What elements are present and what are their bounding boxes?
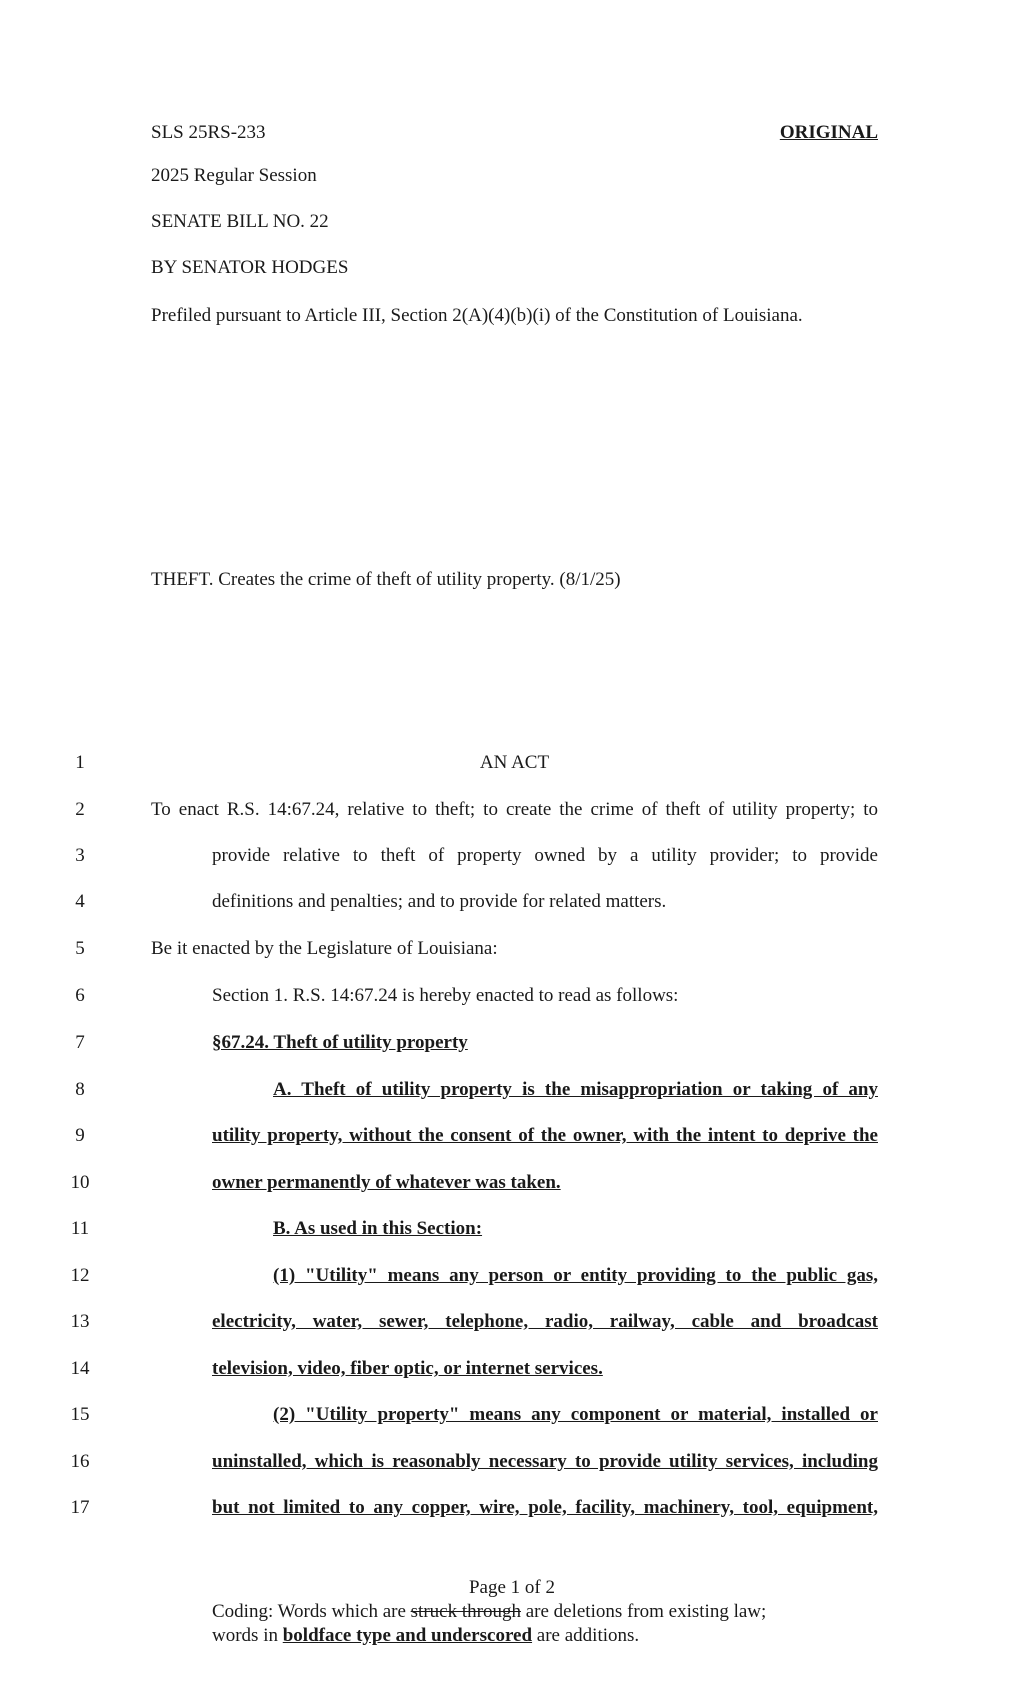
bill-line: [0, 938, 1024, 968]
bill-line: [0, 1311, 1024, 1341]
bill-line: [0, 1172, 1024, 1202]
line-text: B. As used in this Section:: [273, 1218, 483, 1239]
section-heading: §67.24. Theft of utility property: [212, 1032, 468, 1053]
coding-line-1: [212, 1600, 766, 1624]
bill-line: [0, 1358, 1024, 1388]
line-text: but not limited to any copper, wire, pole, facility, machinery, tool, equipment,: [212, 1497, 878, 1518]
bill-line: [0, 1451, 1024, 1481]
line-text: owner permanently of whatever was taken.: [212, 1172, 561, 1193]
line-text: A. Theft of utility property is the misappropriation or taking of any: [273, 1079, 878, 1100]
line-text: television, video, fiber optic, or internet services.: [212, 1358, 603, 1379]
page-number: Page 1 of 2: [468, 1577, 555, 1598]
coding-suffix: are additions.: [536, 1625, 640, 1646]
bill-line: [0, 891, 1024, 921]
bill-line: [0, 1497, 1024, 1527]
line-number: 15: [70, 1404, 90, 1425]
act-title: AN ACT: [479, 752, 550, 773]
line-number: 11: [70, 1218, 90, 1239]
bill-line: [0, 1265, 1024, 1295]
bill-line: [0, 845, 1024, 875]
coding-words-in: words in: [212, 1625, 278, 1646]
enacting-clause: Be it enacted by the Legislature of Louisiana:: [151, 938, 498, 959]
line-number: 17: [70, 1497, 90, 1518]
line-number: 7: [75, 1032, 85, 1053]
bill-line: [0, 1125, 1024, 1155]
line-text: definitions and penalties; and to provide for related matters.: [212, 891, 667, 912]
bill-line: [0, 1032, 1024, 1062]
bill-line: [0, 1079, 1024, 1109]
coding-prefix: Coding: Words which are: [212, 1601, 406, 1622]
prefiled-note: Prefiled pursuant to Article III, Section 2(A)(4)(b)(i) of the Constitution of Louisiana.: [151, 305, 803, 326]
line-text: provide relative to theft of property owned by a utility provider; to provide: [212, 845, 878, 866]
coding-struck-sample: struck through: [410, 1601, 521, 1622]
line-number: 2: [75, 799, 85, 820]
line-number: 13: [70, 1311, 90, 1332]
line-text: To enact R.S. 14:67.24, relative to theft; to create the crime of theft of utility property; to: [151, 799, 878, 820]
bill-line: [0, 985, 1024, 1015]
line-text: Section 1. R.S. 14:67.24 is hereby enacted to read as follows:: [212, 985, 679, 1006]
bill-line: [0, 1404, 1024, 1434]
line-text: uninstalled, which is reasonably necessary to provide utility services, including: [212, 1451, 878, 1472]
line-number: 6: [75, 985, 85, 1006]
line-number: 1: [75, 752, 85, 773]
bill-number: SENATE BILL NO. 22: [151, 211, 329, 232]
bill-line: [0, 752, 1024, 782]
coding-line-2: [212, 1624, 766, 1648]
line-number: 8: [75, 1079, 85, 1100]
coding-bold-sample: boldface type and underscored: [282, 1625, 533, 1646]
status-label: ORIGINAL: [779, 122, 878, 143]
line-text: electricity, water, sewer, telephone, radio, railway, cable and broadcast: [212, 1311, 878, 1332]
line-text: (2) "Utility property" means any component or material, installed or: [273, 1404, 878, 1425]
digest: THEFT. Creates the crime of theft of utility property. (8/1/25): [151, 569, 621, 590]
line-number: 5: [75, 938, 85, 959]
session: 2025 Regular Session: [151, 165, 317, 186]
line-number: 9: [75, 1125, 85, 1146]
line-number: 14: [70, 1358, 90, 1379]
bill-line: [0, 799, 1024, 829]
bill-line: [0, 1218, 1024, 1248]
author: BY SENATOR HODGES: [151, 257, 349, 278]
line-text: utility property, without the consent of the owner, with the intent to deprive the: [212, 1125, 878, 1146]
line-number: 3: [75, 845, 85, 866]
bill-code: SLS 25RS-233: [151, 122, 266, 143]
line-text: (1) "Utility" means any person or entity providing to the public gas,: [273, 1265, 878, 1286]
coding-legend: [212, 1600, 766, 1648]
line-number: 10: [70, 1172, 90, 1193]
line-number: 16: [70, 1451, 90, 1472]
coding-mid: are deletions from existing law;: [525, 1601, 767, 1622]
line-number: 4: [75, 891, 85, 912]
line-number: 12: [70, 1265, 90, 1286]
